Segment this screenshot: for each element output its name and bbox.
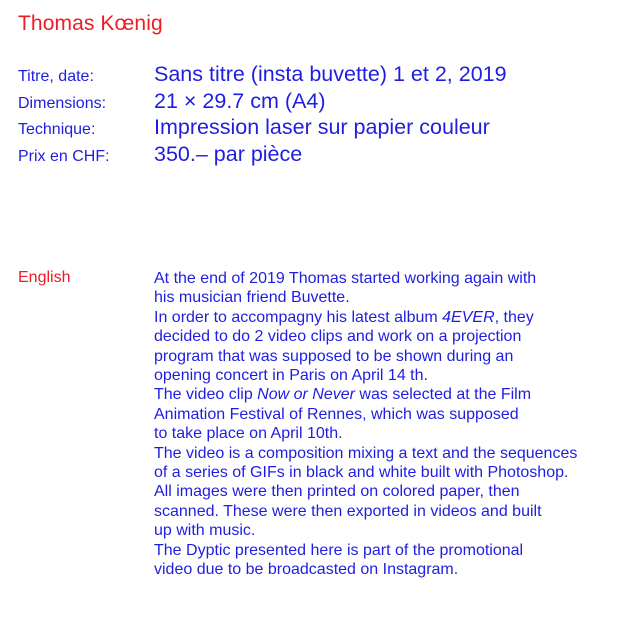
text-segment: program that was supposed to be shown during an [154,347,514,365]
description-line [154,405,634,424]
description-line [154,385,634,404]
text-segment: scanned. These were then exported in videos and built [154,502,542,520]
detail-value: 350.– par pièce [154,141,303,166]
description-line [154,424,634,443]
description-line [154,463,634,482]
text-segment: up with music. [154,522,256,540]
artwork-details [18,62,507,168]
text-segment: was selected at the Film [354,386,532,404]
text-segment: At the end of 2019 Thomas started working again with [154,270,537,287]
text-segment: , they [494,308,534,326]
text-segment: decided to do 2 video clips and work on a projection [154,328,522,346]
detail-value: 21 × 29.7 cm (A4) [154,88,326,113]
description-line [154,288,634,307]
detail-row-price [18,142,507,169]
description-line [154,327,634,346]
text-segment: Animation Festival of Rennes, which was supposed [154,405,519,423]
text-segment: The Dyptic presented here is part of the promotional [154,541,524,559]
description-text [154,269,634,580]
text-segment: to take place on April 10th. [154,425,343,443]
text-segment: his musician friend Buvette. [154,289,350,307]
description-line [154,269,634,288]
text-segment: The video is a composition mixing a text and the sequences [154,444,578,462]
description-line [154,541,634,560]
detail-label: Prix en CHF: [18,147,110,165]
text-segment: video due to be broadcasted on Instagram. [154,561,459,579]
description-line [154,347,634,366]
language-label: English [18,269,71,286]
detail-label: Technique: [18,121,96,138]
detail-value: Impression laser sur papier couleur [154,115,490,139]
detail-row-title [18,62,507,89]
text-segment: All images were then printed on colored paper, then [154,483,520,501]
page-title: Thomas Kœnig [18,12,163,35]
detail-label: Dimensions: [18,94,107,112]
description-line [154,444,634,463]
description-line [154,502,634,521]
detail-row-dimensions [18,89,507,116]
text-segment: of a series of GIFs in black and white built with Photoshop. [154,464,569,482]
text-segment: The video clip [154,386,258,404]
detail-row-technique [18,115,507,142]
description-line [154,521,634,540]
italic-title: Now or Never [257,386,355,404]
description-line [154,482,634,501]
italic-title: 4EVER [442,308,495,326]
description-line [154,308,634,327]
detail-label: Titre, date: [18,68,94,85]
detail-value: Sans titre (insta buvette) 1 et 2, 2019 [154,62,507,86]
text-segment: In order to accompagny his latest album [154,308,443,326]
description-line [154,366,634,385]
description-line [154,560,634,579]
text-segment: opening concert in Paris on April 14 th. [154,367,428,385]
